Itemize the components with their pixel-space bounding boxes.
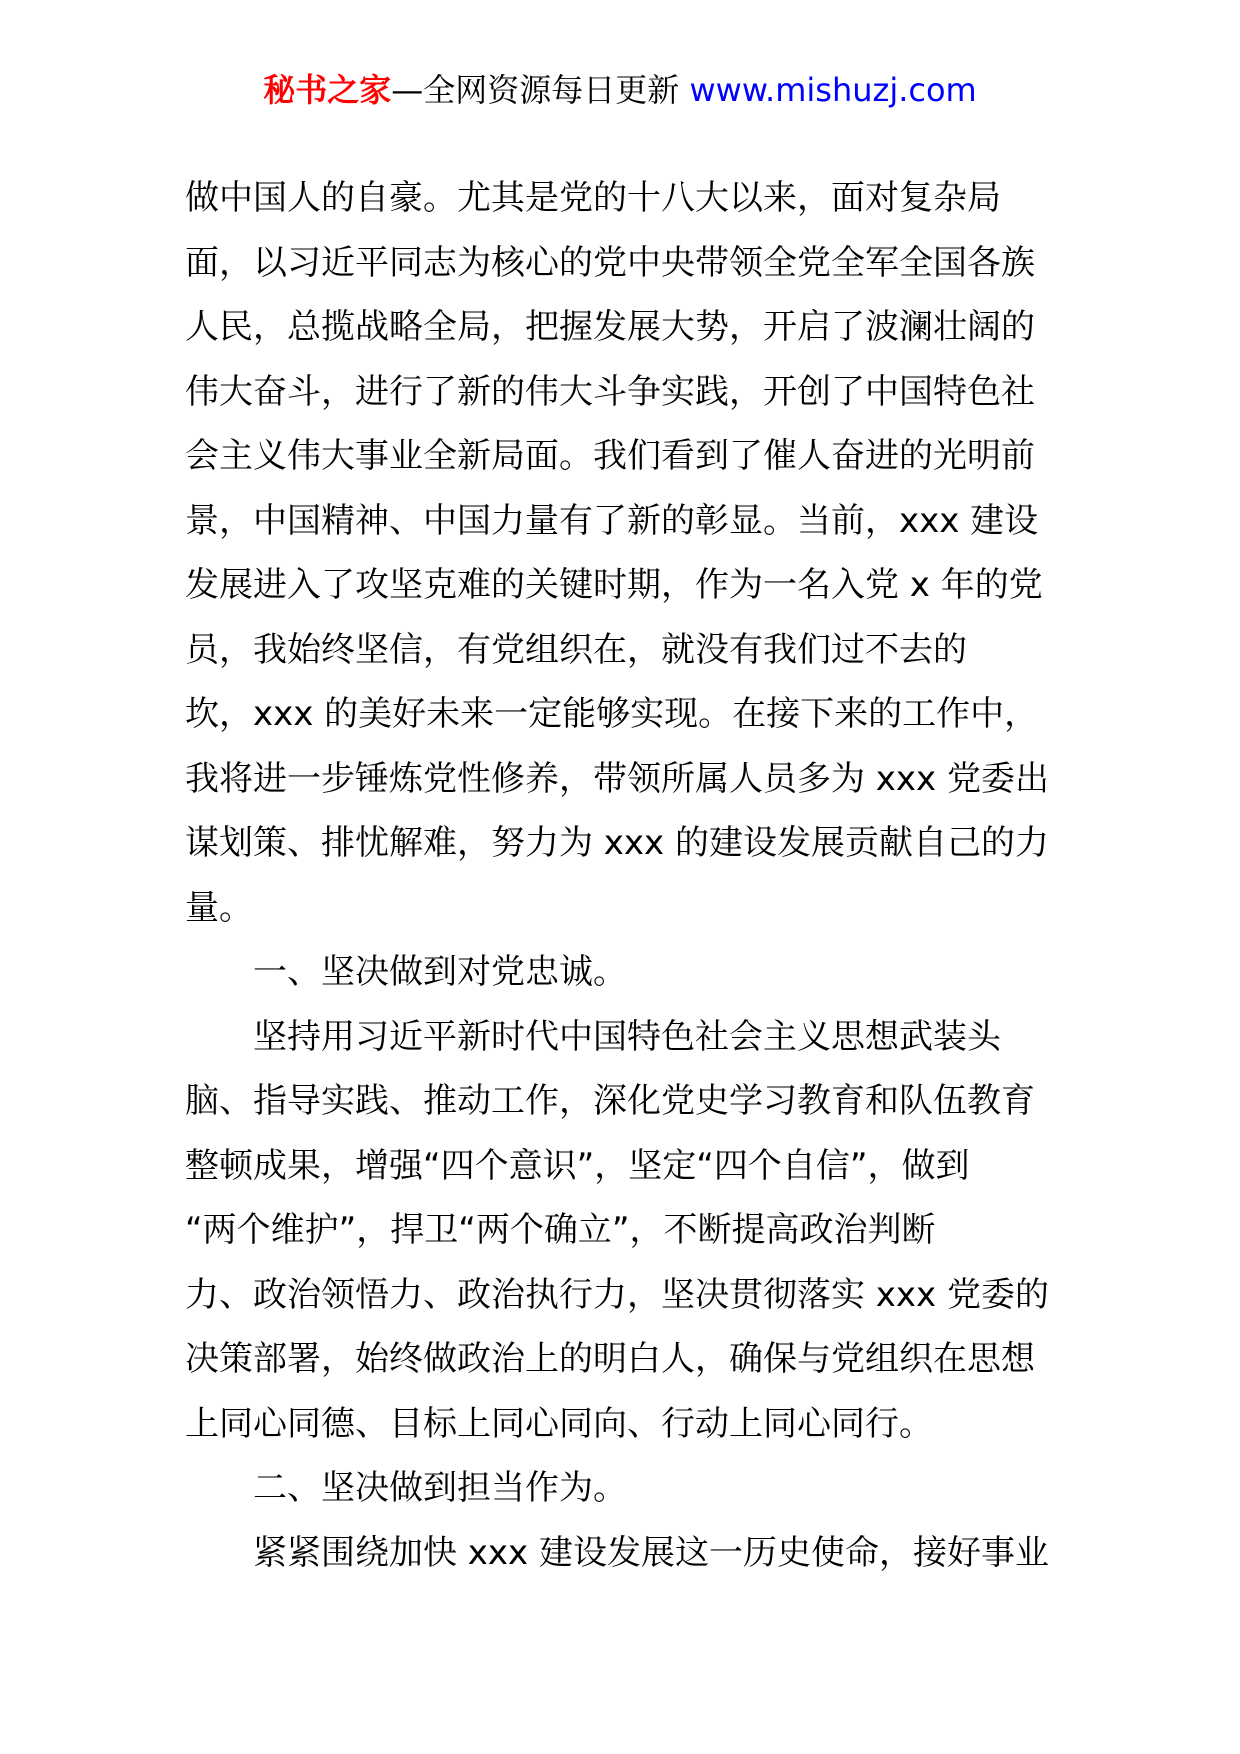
text-line: 发展进入了攻坚克难的关键时期，作为一名入党 x 年的党	[185, 565, 1043, 605]
text-line: 员，我始终坚信，有党组织在，就没有我们过不去的	[185, 629, 967, 670]
text-line: 上同心同德、目标上同心同向、行动上同心同行。	[185, 1403, 933, 1444]
text-line: 坎，xxx 的美好未来一定能够实现。在接下来的工作中，	[185, 694, 1039, 734]
header-tagline: —全网资源每日更新	[391, 71, 680, 109]
text-line: 做中国人的自豪。尤其是党的十八大以来，面对复杂局	[185, 178, 1001, 218]
text-line: 谋划策、排忧解难，努力为 xxx 的建设发展贡献自己的力	[185, 823, 1049, 863]
text-line: 我将进一步锤炼党性修养，带领所属人员多为 xxx 党委出	[185, 758, 1049, 799]
section-heading: 二、坚决做到担当作为。	[253, 1468, 627, 1508]
section-heading: 一、坚决做到对党忠诚。	[253, 952, 627, 992]
page-header	[0, 70, 1240, 110]
text-line: 量。	[185, 887, 253, 928]
brand-name: 秘书之家	[263, 71, 392, 109]
text-line: 整顿成果，增强“四个意识”，坚定“四个自信”，做到	[185, 1145, 970, 1186]
text-line: 面，以习近平同志为核心的党中央带领全党全军全国各族	[185, 242, 1035, 283]
text-line: 决策部署，始终做政治上的明白人，确保与党组织在思想	[185, 1339, 1035, 1379]
text-line: “两个维护”，捍卫“两个确立”，不断提高政治判断	[185, 1210, 936, 1250]
text-line: 坚持用习近平新时代中国特色社会主义思想武装头	[253, 1016, 1001, 1057]
document-body	[185, 166, 1055, 1585]
text-line: 景，中国精神、中国力量有了新的彰显。当前，xxx 建设	[185, 500, 1039, 541]
text-line: 人民，总揽战略全局，把握发展大势，开启了波澜壮阔的	[185, 307, 1035, 347]
text-line: 脑、指导实践、推动工作，深化党史学习教育和队伍教育	[185, 1081, 1035, 1121]
website-link[interactable]: www.mishuzj.com	[689, 71, 977, 109]
text-line: 会主义伟大事业全新局面。我们看到了催人奋进的光明前	[185, 436, 1035, 476]
text-line: 紧紧围绕加快 xxx 建设发展这一历史使命，接好事业	[253, 1532, 1049, 1573]
text-line: 力、政治领悟力、政治执行力，坚决贯彻落实 xxx 党委的	[185, 1274, 1049, 1315]
text-line: 伟大奋斗，进行了新的伟大斗争实践，开创了中国特色社	[185, 371, 1035, 412]
